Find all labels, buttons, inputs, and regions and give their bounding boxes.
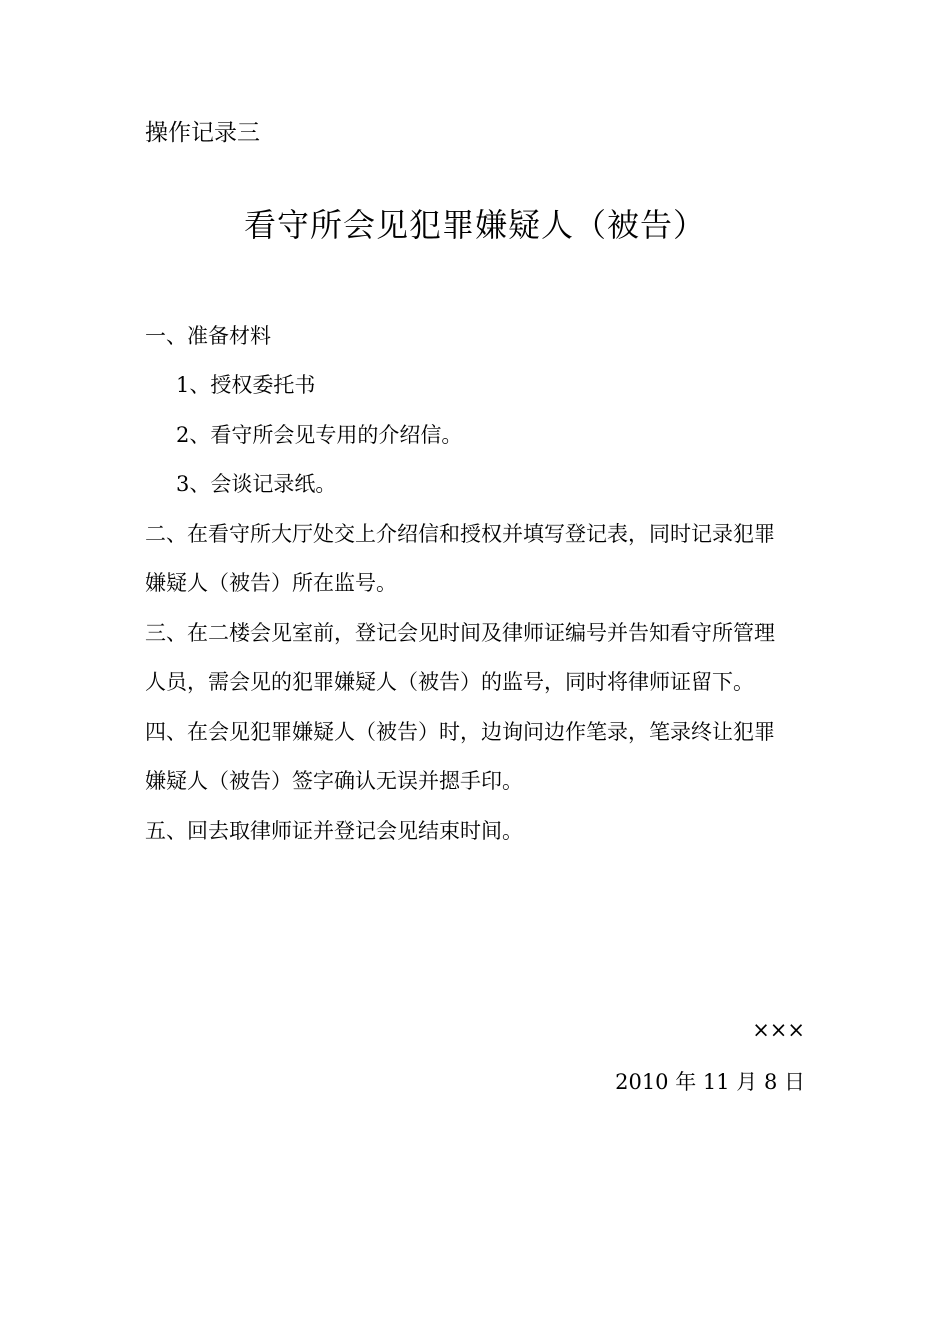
section-5-line-1: 五、回去取律师证并登记会见结束时间。 [145, 819, 523, 843]
section-3-line-2: 人员，需会见的犯罪嫌疑人（被告）的监号，同时将律师证留下。 [145, 670, 754, 694]
section-1-item-2: 2、看守所会见专用的介绍信。 [176, 423, 463, 447]
section-2-line-1: 二、在看守所大厅处交上介绍信和授权并填写登记表，同时记录犯罪 [145, 522, 775, 546]
document-title: 看守所会见犯罪嫌疑人（被告） [243, 206, 706, 244]
document-date: 2010 年 11 月 8 日 [615, 1070, 805, 1094]
section-4-line-2: 嫌疑人（被告）签字确认无误并摁手印。 [145, 769, 523, 793]
section-1-item-3: 3、会谈记录纸。 [176, 472, 337, 496]
section-1-item-1: 1、授权委托书 [176, 373, 316, 397]
signature: ××× [752, 1018, 805, 1042]
section-3-line-1: 三、在二楼会见室前，登记会见时间及律师证编号并告知看守所管理 [145, 621, 775, 645]
section-4-line-1: 四、在会见犯罪嫌疑人（被告）时，边询问边作笔录，笔录终让犯罪 [145, 720, 775, 744]
record-label: 操作记录三 [145, 120, 260, 146]
section-1-heading: 一、准备材料 [145, 324, 271, 348]
section-2-line-2: 嫌疑人（被告）所在监号。 [145, 571, 397, 595]
